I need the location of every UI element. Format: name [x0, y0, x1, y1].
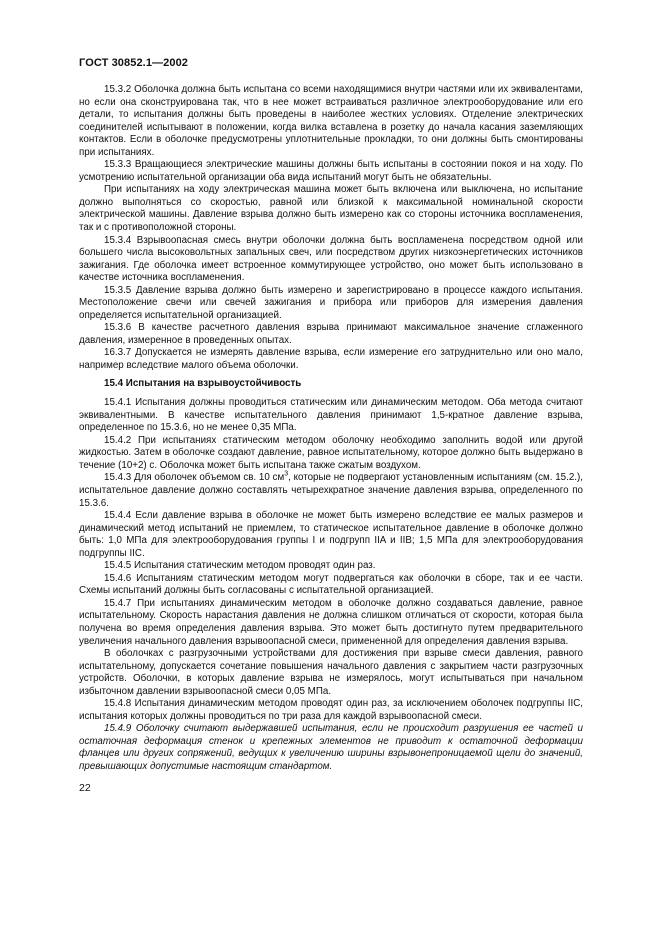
paragraph-15-3-2: 15.3.2 Оболочка должна быть испытана со всеми находящимися внутри частями или их эквивалентами, но если она сконструирована так, что в нее может встраиваться различное электрооборудование или его детали, то испытания должны быть проведены в наиболее жестких условиях. Отделение электрических соединителей испытывают в положении, когда вилка вставлена в розетку до начала касания заземляющих контактов. Если в оболочке предусмотрены уплотнительные прокладки, то они должны быть смонтированы при испытаниях.	[79, 84, 583, 158]
paragraph-16-3-7: 16.3.7 Допускается не измерять давление взрыва, если измерение его затруднительно или оно мало, например вследствие малого объема оболочки.	[79, 347, 583, 372]
paragraph-15-3-6: 15.3.6 В качестве расчетного давления взрыва принимают максимальное значение сглаженного давления, измеренное в проведенных опытах.	[79, 322, 583, 346]
document-page	[79, 57, 583, 794]
paragraph-15-4-6: 15.4.6 Испытаниям статическим методом могут подвергаться как оболочки в сборе, так и ее части. Схемы испытаний должны быть согласованы с испытательной организацией.	[79, 572, 583, 597]
paragraph-running-test: При испытаниях на ходу электрическая машина может быть включена или выключена, но испытание должно выполняться со скоростью, равной или близкой к максимальной номинальной скорости электрической машины. Давление взрыва должно быть измерено как со стороны источника воспламенения, так и с противоположной стороны.	[79, 184, 583, 234]
paragraph-15-4-3	[79, 472, 583, 510]
paragraph-15-4-2: 15.4.2 При испытаниях статическим методом оболочку необходимо заполнить водой или другой жидкостью. Затем в оболочке создают давление, равное испытательному, которое должно быть выдержано в течение (10+2) с. Оболочка может быть испытана также сжатым воздухом.	[79, 434, 583, 471]
paragraph-relief-devices: В оболочках с разгрузочными устройствами для достижения при взрыве смеси давления, равного испытательному, допускается сочетание повышения начального давления с закрытием части разгрузочных устройств. Оболочки, в которых давление взрыва не измерялось, могут испытываться при начальном избыточном давлении взрывоопасной смеси 0,05 МПа.	[79, 648, 583, 697]
paragraph-15-4-8: 15.4.8 Испытания динамическим методом проводят один раз, за исключением оболочек подгруппы IIC, испытания которых должны проводиться по три раза для каждой взрывоопасной смеси.	[79, 698, 583, 722]
superscript-3: 3	[284, 471, 289, 479]
section-heading-15-4: 15.4 Испытания на взрывоустойчивость	[104, 377, 302, 389]
paragraph-15-3-4: 15.3.4 Взрывоопасная смесь внутри оболочки должна быть воспламенена посредством одной или большего числа высоковольтных запальных свеч, или посредством других низкоэнергетических источников зажигания. Где оболочка имеет встроенное коммутирующее устройство, оно может быть использовано в качестве источника воспламенения.	[79, 234, 583, 284]
paragraph-15-4-3-start: 15.4.3 Для оболочек объемом св. 10 см	[104, 472, 285, 484]
paragraph-15-3-5: 15.3.5 Давление взрыва должно быть измерено и зарегистрировано в процессе каждого испытания. Местоположение свечи или свечей зажигания и прибора или приборов для измерения давления определяется испытательной организацией.	[79, 284, 583, 321]
page-number: 22	[79, 781, 91, 794]
paragraph-15-3-3: 15.3.3 Вращающиеся электрические машины должны быть испытаны в состоянии покоя и на ходу. По усмотрению испытательной организации оба вида испытаний могут быть не обязательны.	[79, 159, 583, 183]
paragraph-15-4-3-end: , которые не подвергают установленным испытаниям (см. 15.2.), испытательное давление должно составлять четырехкратное значение давления взрыва, определенного по 15.3.6.	[79, 472, 584, 509]
paragraph-15-4-4: 15.4.4 Если давление взрыва в оболочке не может быть измерено вследствие ее малых размеров и динамический метод испытаний не приемлем, то статическое испытательное давление в оболочке должно быть: 1,0 МПа для электрооборудования группы I и подгрупп IIA и IIB; 1,5 МПа для электрооборудования подгруппы IIC.	[79, 510, 583, 559]
document-header: ГОСТ 30852.1—2002	[79, 57, 189, 69]
paragraph-15-4-7: 15.4.7 При испытаниях динамическим методом в оболочке должно создаваться давление, равное испытательному. Скорость нарастания давления не должна слишком отличаться от скорости, которая была получена во время определения давления взрыва. Это может быть достигнуто путем предварительного увеличения начального давления взрывоопасной смеси, примененной для определения давления взрыва.	[79, 597, 583, 647]
paragraph-15-4-1: 15.4.1 Испытания должны проводиться статическим или динамическим методом. Оба метода считают эквивалентными. В качестве испытательного давления принимают 1,5-кратное давление взрыва, определенное по 15.3.6, но не менее 0,35 МПа.	[79, 397, 583, 434]
paragraph-15-4-9: 15.4.9 Оболочку считают выдержавшей испытания, если не происходит разрушения ее частей и остаточная деформация стенок и крепежных элементов не приводит к остаточной деформации фланцев или других сопряжений, ведущих к увеличению ширины взрывонепроницаемой щели до значений, превышающих допустимые настоящим стандартом.	[79, 723, 583, 772]
paragraph-15-4-5: 15.4.5 Испытания статическим методом проводят один раз.	[104, 560, 376, 572]
